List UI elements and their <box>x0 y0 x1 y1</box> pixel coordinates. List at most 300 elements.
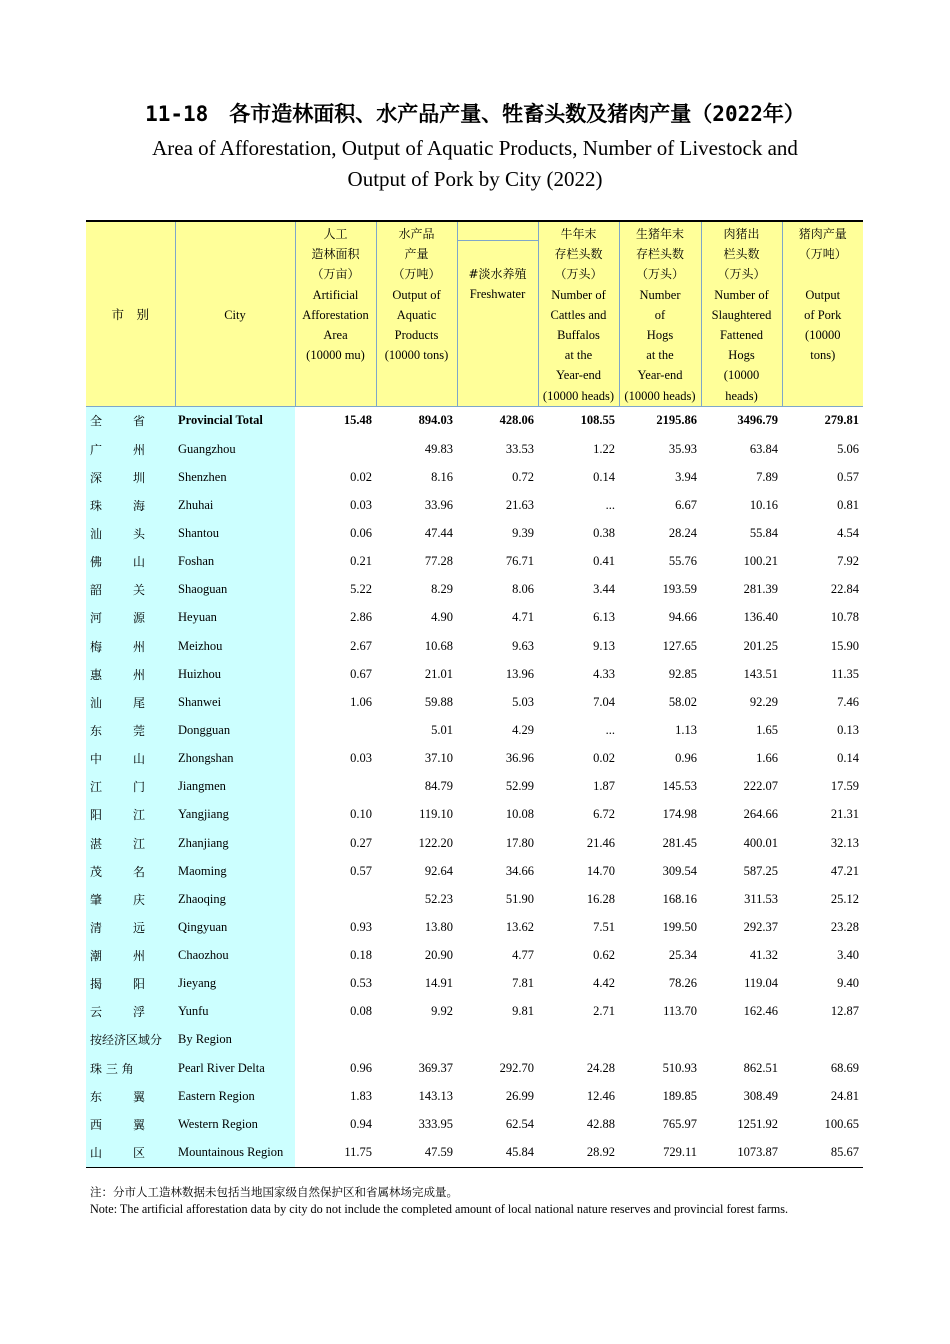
table-row <box>86 491 863 519</box>
cell-value: 6.72 <box>593 807 615 822</box>
row-label-cn-part-a: 珠 <box>90 498 103 513</box>
cell-value: 17.59 <box>830 779 859 794</box>
cell-value: 0.94 <box>350 1116 372 1131</box>
cell-value: 12.87 <box>830 1004 859 1019</box>
cell-value: 7.04 <box>593 694 615 709</box>
row-label-cn <box>86 688 175 716</box>
cell-value: 2.86 <box>350 610 372 625</box>
cell-value <box>295 885 376 913</box>
cell-value: 1.06 <box>350 694 372 709</box>
row-label-en: Shenzhen <box>175 463 295 491</box>
row-label-cn-part-b: 州 <box>133 667 146 682</box>
row-label-cn <box>86 716 175 744</box>
row-label-en: Yunfu <box>175 998 295 1026</box>
row-label-en: Meizhou <box>175 632 295 660</box>
cell-value <box>295 1026 376 1054</box>
table-row <box>86 745 863 773</box>
header-region-en: City <box>175 221 295 406</box>
cell-value <box>295 716 376 744</box>
header-afforestation: 人工 造林面积 （万亩） Artificial Afforestation Area (10000 mu) <box>295 221 376 406</box>
table-row <box>86 998 863 1026</box>
cell-value <box>701 1026 782 1054</box>
cell-value: 3496.79 <box>701 406 782 435</box>
row-label-cn-part-b: 门 <box>133 780 146 795</box>
cell-value: 62.54 <box>505 1116 534 1131</box>
cell-value: 6.67 <box>675 497 697 512</box>
row-label-en: Jiangmen <box>175 773 295 801</box>
cell-value: 292.70 <box>499 1060 534 1075</box>
table-row <box>86 406 863 435</box>
cell-value: 28.24 <box>668 525 697 540</box>
cell-value: 8.16 <box>431 469 453 484</box>
cell-value: 174.98 <box>662 807 697 822</box>
row-label-cn <box>86 491 175 519</box>
row-label-cn-part-a: 中 <box>90 752 103 767</box>
cell-value: 400.01 <box>743 835 778 850</box>
cell-value: 10.78 <box>830 610 859 625</box>
cell-value: 37.10 <box>424 751 453 766</box>
cell-value: 24.28 <box>586 1060 615 1075</box>
row-label-cn-part-b: 莞 <box>133 723 146 738</box>
header-aquatic: 水产品 产量 （万吨） Output of Aquatic Products (10000 tons) <box>376 221 457 406</box>
row-label-cn <box>86 406 175 435</box>
row-label-cn-part-b: 州 <box>133 949 146 964</box>
cell-value <box>538 1026 619 1054</box>
note-chinese: 注：分市人工造林数据未包括当地国家级自然保护区和省属林场完成量。 <box>90 1185 458 1199</box>
row-label-cn-part-b: 江 <box>133 808 146 823</box>
cell-value: 279.81 <box>782 406 863 435</box>
cell-value: 5.22 <box>350 582 372 597</box>
header-fresh-blank <box>457 221 538 241</box>
cell-value: 0.06 <box>350 525 372 540</box>
cell-value: 0.02 <box>593 751 615 766</box>
row-label-cn-part-b: 阳 <box>133 977 146 992</box>
cell-value: 0.53 <box>350 976 372 991</box>
cell-value: 369.37 <box>418 1060 453 1075</box>
row-label-cn-part-a: 潮 <box>90 949 103 964</box>
row-label-cn-part-b: 关 <box>133 583 146 598</box>
title-english-line2: Output of Pork by City (2022) <box>347 167 603 191</box>
cell-value: 100.21 <box>743 554 778 569</box>
cell-value: 201.25 <box>743 638 778 653</box>
cell-value: 1.87 <box>593 779 615 794</box>
cell-value: 14.91 <box>424 976 453 991</box>
cell-value: 10.16 <box>749 497 778 512</box>
row-label-cn-part-a: 茂 <box>90 864 103 879</box>
cell-value: 0.14 <box>837 751 859 766</box>
cell-value: 0.57 <box>837 469 859 484</box>
cell-value: ... <box>605 497 615 512</box>
cell-value: 143.13 <box>418 1088 453 1103</box>
header-slaughtered: 肉猪出 栏头数 （万头） Number of Slaughtered Fattened Hogs (10000 heads) <box>701 221 782 406</box>
cell-value: 13.80 <box>424 919 453 934</box>
cell-value: 136.40 <box>743 610 778 625</box>
cell-value: 428.06 <box>457 406 538 435</box>
row-label-cn-part-a: 珠 三 角 <box>90 1061 134 1076</box>
cell-value: 52.23 <box>424 891 453 906</box>
table-row <box>86 519 863 547</box>
row-label-en: Heyuan <box>175 604 295 632</box>
row-label-cn <box>86 885 175 913</box>
row-label-cn-part-b: 名 <box>133 864 146 879</box>
cell-value: 9.13 <box>593 638 615 653</box>
cell-value: 7.51 <box>593 919 615 934</box>
cell-value: 63.84 <box>749 441 778 456</box>
cell-value: 145.53 <box>662 779 697 794</box>
cell-value: 25.34 <box>668 948 697 963</box>
cell-value: 119.10 <box>419 807 453 822</box>
cell-value: 2195.86 <box>619 406 701 435</box>
cell-value <box>295 435 376 463</box>
row-label-cn-part-b: 州 <box>133 639 146 654</box>
cell-value: 2.71 <box>593 1004 615 1019</box>
row-label-cn <box>86 435 175 463</box>
row-label-cn-part-b: 省 <box>133 414 146 429</box>
row-label-cn <box>86 998 175 1026</box>
cell-value: 113.70 <box>663 1004 697 1019</box>
cell-value: 108.55 <box>538 406 619 435</box>
cell-value: 4.33 <box>593 666 615 681</box>
row-label-cn <box>86 913 175 941</box>
cell-value: 0.38 <box>593 525 615 540</box>
cell-value: 0.02 <box>350 469 372 484</box>
cell-value: 9.81 <box>512 1004 534 1019</box>
cell-value: 308.49 <box>743 1088 778 1103</box>
cell-value: 4.42 <box>593 976 615 991</box>
row-label-cn-part-a: 揭 <box>90 977 103 992</box>
cell-value: 0.57 <box>350 863 372 878</box>
cell-value: 1.66 <box>756 751 778 766</box>
row-label-cn <box>86 829 175 857</box>
cell-value: 7.92 <box>837 554 859 569</box>
table-row <box>86 801 863 829</box>
cell-value: 1.22 <box>593 441 615 456</box>
cell-value: 0.67 <box>350 666 372 681</box>
cell-value: 4.71 <box>512 610 534 625</box>
row-label-cn-part-a: 汕 <box>90 526 103 541</box>
cell-value: 222.07 <box>743 779 778 794</box>
title-english <box>60 133 890 195</box>
note-english: Note: The artificial afforestation data by city do not include the completed amount of local national nature reserves and provincial forest farms. <box>90 1202 789 1216</box>
cell-value: 0.10 <box>350 807 372 822</box>
row-label-cn-part-a: 东 <box>90 1089 103 1104</box>
row-label-cn <box>86 548 175 576</box>
cell-value: 11.35 <box>831 666 859 681</box>
cell-value: 42.88 <box>586 1116 615 1131</box>
row-label-en: Zhanjiang <box>175 829 295 857</box>
row-label-en: Yangjiang <box>175 801 295 829</box>
cell-value: 35.93 <box>668 441 697 456</box>
cell-value: 127.65 <box>662 638 697 653</box>
cell-value: 1073.87 <box>701 1138 782 1167</box>
row-label-cn <box>86 604 175 632</box>
row-label-cn-part-a: 按经济区域分 <box>90 1033 163 1048</box>
row-label-cn-part-b: 州 <box>133 442 146 457</box>
cell-value: 0.72 <box>512 469 534 484</box>
cell-value: 3.44 <box>593 582 615 597</box>
cell-value: 1.65 <box>756 722 778 737</box>
row-label-en: Western Region <box>175 1110 295 1138</box>
row-label-cn-part-a: 深 <box>90 470 103 485</box>
row-label-en: Zhuhai <box>175 491 295 519</box>
cell-value: 78.26 <box>668 976 697 991</box>
cell-value <box>295 773 376 801</box>
cell-value: 862.51 <box>743 1060 778 1075</box>
cell-value: 17.80 <box>505 835 534 850</box>
row-label-en: Chaozhou <box>175 942 295 970</box>
cell-value: 26.99 <box>505 1088 534 1103</box>
row-label-cn-part-a: 惠 <box>90 667 103 682</box>
cell-value: 0.03 <box>350 751 372 766</box>
cell-value: 510.93 <box>662 1060 697 1075</box>
row-label-en: Shantou <box>175 519 295 547</box>
cell-value: 16.28 <box>586 891 615 906</box>
row-label-cn <box>86 576 175 604</box>
cell-value: 84.79 <box>424 779 453 794</box>
row-label-cn-part-a: 韶 <box>90 583 103 598</box>
row-label-en: Huizhou <box>175 660 295 688</box>
table-row <box>86 1026 863 1054</box>
table-row <box>86 435 863 463</box>
table-row <box>86 913 863 941</box>
cell-value: 199.50 <box>662 919 697 934</box>
cell-value: 59.88 <box>424 694 453 709</box>
cell-value: 264.66 <box>743 807 778 822</box>
cell-value: 0.21 <box>350 554 372 569</box>
row-label-cn-part-b: 源 <box>133 611 146 626</box>
table-row <box>86 548 863 576</box>
table-row <box>86 660 863 688</box>
row-label-en: Provincial Total <box>175 406 295 435</box>
cell-value: 34.66 <box>505 863 534 878</box>
cell-value: 21.31 <box>830 807 859 822</box>
cell-value: 281.45 <box>662 835 697 850</box>
cell-value: 51.90 <box>505 891 534 906</box>
row-label-cn-part-a: 西 <box>90 1117 103 1132</box>
cell-value: 6.13 <box>593 610 615 625</box>
cell-value: 41.32 <box>749 948 778 963</box>
statistics-table <box>86 220 863 1168</box>
row-label-cn-part-a: 东 <box>90 723 103 738</box>
cell-value: 58.02 <box>668 694 697 709</box>
row-label-cn <box>86 519 175 547</box>
row-label-cn <box>86 773 175 801</box>
cell-value: 0.62 <box>593 948 615 963</box>
cell-value <box>376 1026 457 1054</box>
cell-value: 92.85 <box>668 666 697 681</box>
row-label-cn <box>86 801 175 829</box>
cell-value: 9.40 <box>837 976 859 991</box>
cell-value: 47.59 <box>376 1138 457 1167</box>
table-row <box>86 716 863 744</box>
table-row <box>86 942 863 970</box>
cell-value: 1.13 <box>675 722 697 737</box>
cell-value: 5.06 <box>837 441 859 456</box>
row-label-cn-part-b: 庆 <box>133 892 146 907</box>
cell-value: 0.41 <box>593 554 615 569</box>
row-label-en: Qingyuan <box>175 913 295 941</box>
cell-value: 1.83 <box>350 1088 372 1103</box>
cell-value: 52.99 <box>505 779 534 794</box>
row-label-cn-part-a: 湛 <box>90 836 103 851</box>
row-label-cn-part-a: 河 <box>90 611 103 626</box>
cell-value: 5.03 <box>512 694 534 709</box>
cell-value: 76.71 <box>505 554 534 569</box>
row-label-en: Guangzhou <box>175 435 295 463</box>
cell-value: 168.16 <box>662 891 697 906</box>
cell-value: 122.20 <box>418 835 453 850</box>
row-label-cn-part-b: 浮 <box>133 1005 146 1020</box>
cell-value: 162.46 <box>743 1004 778 1019</box>
table-row <box>86 773 863 801</box>
table-row <box>86 463 863 491</box>
row-label-cn-part-b: 海 <box>133 498 146 513</box>
row-label-cn-part-b: 山 <box>133 752 146 767</box>
row-label-cn <box>86 1138 175 1167</box>
cell-value: 14.70 <box>586 863 615 878</box>
cell-value: 894.03 <box>376 406 457 435</box>
cell-value: 333.95 <box>418 1116 453 1131</box>
cell-value: 47.44 <box>424 525 453 540</box>
cell-value: 20.90 <box>424 948 453 963</box>
row-label-cn-part-a: 梅 <box>90 639 103 654</box>
cell-value: 22.84 <box>830 582 859 597</box>
cell-value: 0.13 <box>837 722 859 737</box>
cell-value <box>782 1026 863 1054</box>
row-label-cn-part-a: 佛 <box>90 555 103 570</box>
cell-value: 0.27 <box>350 835 372 850</box>
row-label-en: By Region <box>175 1026 295 1054</box>
cell-value: 9.63 <box>512 638 534 653</box>
row-label-cn <box>86 1082 175 1110</box>
cell-value: 193.59 <box>662 582 697 597</box>
cell-value: 0.96 <box>350 1060 372 1075</box>
cell-value: 85.67 <box>782 1138 863 1167</box>
cell-value: 33.96 <box>424 497 453 512</box>
cell-value: 13.62 <box>505 919 534 934</box>
table-row <box>86 829 863 857</box>
cell-value: 0.14 <box>593 469 615 484</box>
header-region-cn: 市 别 <box>86 221 175 406</box>
row-label-cn-part-a: 阳 <box>90 808 103 823</box>
cell-value: 281.39 <box>743 582 778 597</box>
row-label-cn-part-a: 江 <box>90 780 103 795</box>
cell-value: 9.92 <box>431 1004 453 1019</box>
cell-value: 0.96 <box>675 751 697 766</box>
cell-value: 32.13 <box>830 835 859 850</box>
cell-value: 7.89 <box>756 469 778 484</box>
cell-value: 36.96 <box>505 751 534 766</box>
header-freshwater: #淡水养殖 Freshwater <box>457 241 538 406</box>
row-label-cn <box>86 632 175 660</box>
cell-value: 4.77 <box>512 948 534 963</box>
cell-value: 0.08 <box>350 1004 372 1019</box>
cell-value: 23.28 <box>830 919 859 934</box>
cell-value: 45.84 <box>457 1138 538 1167</box>
row-label-cn-part-b: 翼 <box>133 1117 146 1132</box>
row-label-cn <box>86 970 175 998</box>
header-hogs: 生猪年末 存栏头数 （万头） Number of Hogs at the Year-end (10000 heads) <box>619 221 701 406</box>
cell-value: 0.81 <box>837 497 859 512</box>
cell-value: 21.46 <box>586 835 615 850</box>
cell-value: 21.63 <box>505 497 534 512</box>
cell-value: 0.18 <box>350 948 372 963</box>
cell-value: 4.29 <box>512 722 534 737</box>
cell-value: 2.67 <box>350 638 372 653</box>
table-row <box>86 1138 863 1167</box>
row-label-en: Shanwei <box>175 688 295 716</box>
title-english-line1: Area of Afforestation, Output of Aquatic Products, Number of Livestock and <box>152 136 798 160</box>
row-label-cn-part-b: 区 <box>133 1146 146 1161</box>
cell-value: 8.06 <box>512 582 534 597</box>
row-label-cn-part-a: 云 <box>90 1005 103 1020</box>
cell-value: 94.66 <box>668 610 697 625</box>
table-body <box>86 406 863 1167</box>
cell-value: 100.65 <box>824 1116 859 1131</box>
row-label-en: Mountainous Region <box>175 1138 295 1167</box>
cell-value: ... <box>605 722 615 737</box>
title-chinese: 11-18 各市造林面积、水产品产量、牲畜头数及猪肉产量（2022年） <box>145 102 805 126</box>
row-label-cn-part-b: 头 <box>133 526 146 541</box>
cell-value: 13.96 <box>505 666 534 681</box>
row-label-cn <box>86 745 175 773</box>
cell-value <box>457 1026 538 1054</box>
cell-value: 33.53 <box>505 441 534 456</box>
cell-value: 55.76 <box>668 554 697 569</box>
cell-value <box>619 1026 701 1054</box>
cell-value: 77.28 <box>424 554 453 569</box>
cell-value: 3.40 <box>837 948 859 963</box>
cell-value: 15.48 <box>295 406 376 435</box>
cell-value: 5.01 <box>431 722 453 737</box>
cell-value: 189.85 <box>662 1088 697 1103</box>
header-pork: 猪肉产量 （万吨） Output of Pork (10000 tons) <box>782 221 863 406</box>
row-label-en: Shaoguan <box>175 576 295 604</box>
cell-value: 49.83 <box>424 441 453 456</box>
row-label-en: Pearl River Delta <box>175 1054 295 1082</box>
cell-value: 15.90 <box>830 638 859 653</box>
row-label-en: Dongguan <box>175 716 295 744</box>
row-label-en: Foshan <box>175 548 295 576</box>
row-label-cn-part-a: 肇 <box>90 892 103 907</box>
row-label-cn <box>86 857 175 885</box>
cell-value: 55.84 <box>749 525 778 540</box>
row-label-cn-part-a: 汕 <box>90 695 103 710</box>
table-row <box>86 604 863 632</box>
table-row <box>86 688 863 716</box>
cell-value: 24.81 <box>830 1088 859 1103</box>
table-row <box>86 1082 863 1110</box>
cell-value: 311.53 <box>744 891 778 906</box>
cell-value: 92.29 <box>749 694 778 709</box>
header-cattle: 牛年末 存栏头数 （万头） Number of Cattles and Buffalos at the Year-end (10000 heads) <box>538 221 619 406</box>
cell-value: 12.46 <box>586 1088 615 1103</box>
cell-value: 143.51 <box>743 666 778 681</box>
row-label-cn-part-a: 清 <box>90 920 103 935</box>
cell-value: 47.21 <box>830 863 859 878</box>
row-label-cn <box>86 1054 175 1082</box>
row-label-cn <box>86 1026 175 1054</box>
cell-value: 0.03 <box>350 497 372 512</box>
cell-value: 587.25 <box>743 863 778 878</box>
cell-value: 10.08 <box>505 807 534 822</box>
row-label-cn-part-a: 山 <box>90 1146 103 1161</box>
cell-value: 4.54 <box>837 525 859 540</box>
cell-value: 309.54 <box>662 863 697 878</box>
table-row <box>86 1110 863 1138</box>
cell-value: 28.92 <box>538 1138 619 1167</box>
row-label-cn <box>86 463 175 491</box>
